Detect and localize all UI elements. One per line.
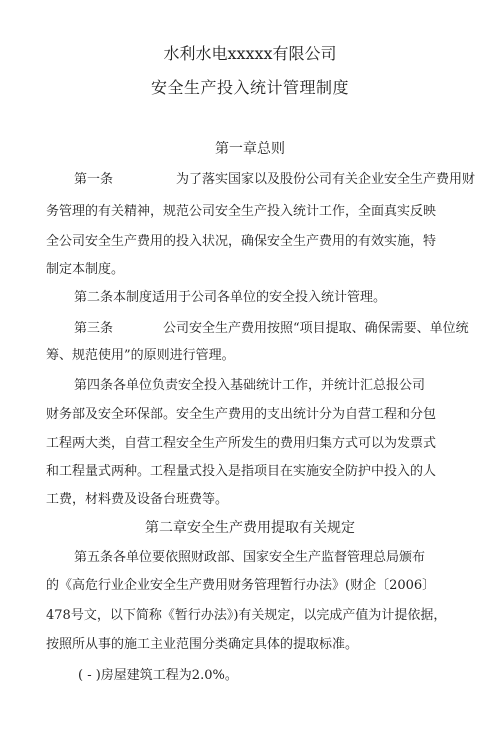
article-4-line-2: 财务部及安全环保部。安全生产费用的支出统计分为自营工程和分包 xyxy=(46,407,437,422)
article-4-line-5: 工费，材料费及设备台班费等。 xyxy=(46,492,229,507)
article-4-line-4: 和工程量式两种。工程量式投入是指项目在实施安全防护中投入的人 xyxy=(46,464,437,479)
article-5-line-1: 第五条各单位要依照财政部、国家安全生产监督管理总局颁布 xyxy=(74,550,426,565)
article-1-label: 第一条 xyxy=(74,172,114,187)
chapter-1-heading: 第一章总则 xyxy=(215,141,285,157)
document-title: 安全生产投入统计管理制度 xyxy=(150,78,349,97)
article-5-line-2: 的《高危行业企业安全生产费用财务管理暂行办法》(财企〔2006〕 xyxy=(46,578,436,593)
article-4-line-3: 工程两大类，自营工程安全生产所发生的费用归集方式可以为发票式 xyxy=(46,436,437,451)
clause-item-1: ( - )房屋建筑工程为2.0%。 xyxy=(78,668,238,683)
article-1-line-4: 制定本制度。 xyxy=(46,262,125,277)
article-3-label: 第三条 xyxy=(74,321,114,336)
article-1-line-1: 为了落实国家以及股份公司有关企业安全生产费用财 xyxy=(176,172,476,187)
article-1-line-3: 全公司安全生产费用的投入状况，确保安全生产费用的有效实施，特 xyxy=(46,234,437,249)
article-5-line-3: 478号文，以下简称《暂行办法》)有关规定，以完成产值为计提依据， xyxy=(46,608,447,623)
chapter-2-heading: 第二章安全生产费用提取有关规定 xyxy=(145,520,355,536)
article-3-line-2: 筹、规范使用”的原则进行管理。 xyxy=(46,348,235,363)
article-5-line-4: 按照所从事的施工主业范围分类确定具体的提取标准。 xyxy=(46,637,359,652)
company-title: 水利水电xxxxx有限公司 xyxy=(163,44,337,63)
article-4-line-1: 第四条各单位负责安全投入基础统计工作，并统计汇总报公司 xyxy=(74,378,426,393)
article-1-line-2: 务管理的有关精神，规范公司安全生产投入统计工作，全面真实反映 xyxy=(46,204,437,219)
article-2: 第二条本制度适用于公司各单位的安全投入统计管理。 xyxy=(74,290,387,305)
article-3-line-1: 公司安全生产费用按照“项目提取、确保需要、单位统 xyxy=(163,321,469,336)
